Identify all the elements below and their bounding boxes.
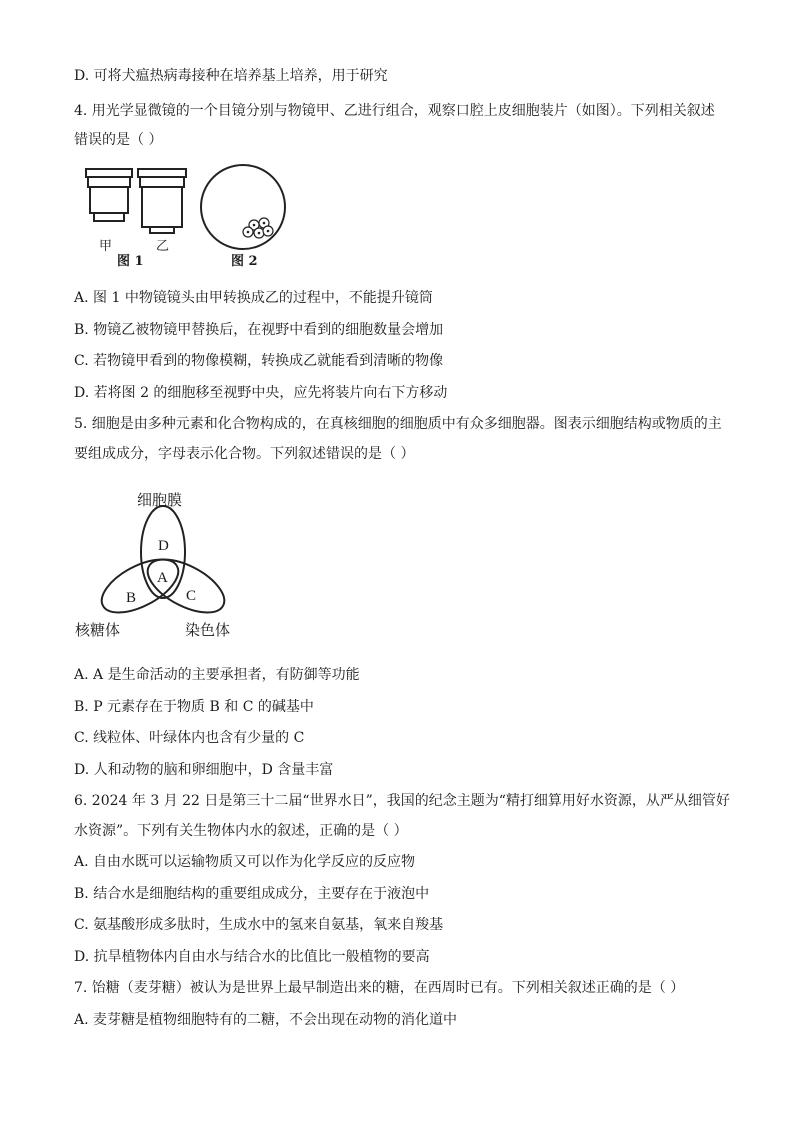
- q3-option-d: D. 可将犬瘟热病毒接种在培养基上培养，用于研究: [74, 68, 388, 84]
- objective-yi-icon: [138, 169, 186, 233]
- q7-option-a: A. 麦芽糖是植物细胞特有的二糖，不会出现在动物的消化道中: [74, 1012, 458, 1028]
- q4-stem-line1: 4. 用光学显微镜的一个目镜分别与物镜甲、乙进行组合，观察口腔上皮细胞装片（如图）。下列相关叙述: [74, 103, 715, 119]
- q4-option-c: C. 若物镜甲看到的物像模糊，转换成乙就能看到清晰的物像: [74, 353, 444, 369]
- q5-stem-line2: 要组成成分，字母表示化合物。下列叙述错误的是（ ）: [74, 446, 415, 462]
- venn-letter-b: B: [126, 590, 137, 606]
- field-of-view-icon: [201, 165, 285, 249]
- venn-label-right: 染色体: [185, 621, 231, 639]
- q6-option-a: A. 自由水既可以运输物质又可以作为化学反应的反应物: [74, 854, 416, 870]
- q5-option-d: D. 人和动物的脑和卵细胞中，D 含量丰富: [74, 762, 334, 778]
- q6-option-c: C. 氨基酸形成多肽时，生成水中的氢来自氨基，氧来自羧基: [74, 917, 444, 933]
- fig2-caption: 图 2: [231, 254, 258, 269]
- q5-option-c: C. 线粒体、叶绿体内也含有少量的 C: [74, 730, 305, 746]
- q6-stem-line2: 水资源”。下列有关生物体内水的叙述，正确的是（ ）: [74, 823, 408, 839]
- q4-stem-line2: 错误的是（ ）: [74, 132, 163, 148]
- q4-option-a: A. 图 1 中物镜镜头由甲转换成乙的过程中，不能提升镜筒: [74, 290, 433, 306]
- venn-letter-d: D: [158, 538, 169, 554]
- q5-stem-line1: 5. 细胞是由多种元素和化合物构成的，在真核细胞的细胞质中有众多细胞器。图表示细胞结构或物质的主: [74, 416, 722, 432]
- objective-jia-icon: [86, 169, 132, 221]
- venn-letter-c: C: [186, 588, 197, 604]
- label-jia: 甲: [99, 239, 113, 254]
- venn-label-top: 细胞膜: [137, 491, 183, 509]
- q6-option-b: B. 结合水是细胞结构的重要组成成分，主要存在于液泡中: [74, 886, 430, 902]
- q5-option-b: B. P 元素存在于物质 B 和 C 的碱基中: [74, 699, 314, 715]
- q4-option-d: D. 若将图 2 的细胞移至视野中央，应先将装片向右下方移动: [74, 385, 448, 401]
- q6-option-d: D. 抗旱植物体内自由水与结合水的比值比一般植物的要高: [74, 949, 430, 965]
- q6-stem-line1: 6. 2024 年 3 月 22 日是第三十二届“世界水日”，我国的纪念主题为“精打细算用好水资源，从严从细管好: [74, 793, 730, 809]
- venn-letter-a: A: [157, 570, 168, 586]
- q4-option-b: B. 物镜乙被物镜甲替换后，在视野中看到的细胞数量会增加: [74, 322, 444, 338]
- q5-option-a: A. A 是生命活动的主要承担者，有防御等功能: [74, 667, 360, 683]
- label-yi: 乙: [156, 239, 170, 254]
- fig1-caption: 图 1: [117, 254, 144, 269]
- q7-stem-line1: 7. 饴糖（麦芽糖）被认为是世界上最早制造出来的糖，在西周时已有。下列相关叙述正确的是（ ）: [74, 980, 685, 996]
- venn-label-left: 核糖体: [75, 621, 121, 639]
